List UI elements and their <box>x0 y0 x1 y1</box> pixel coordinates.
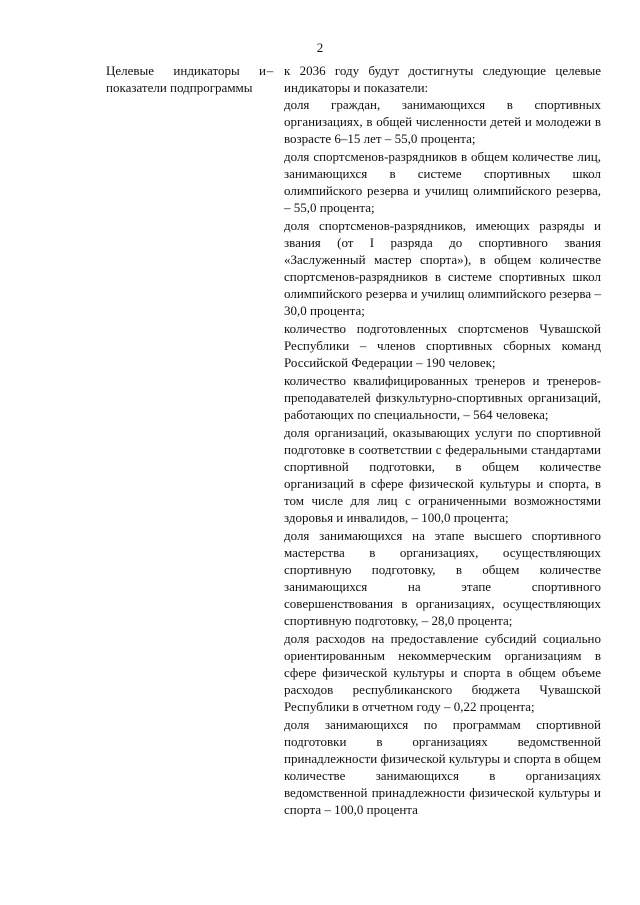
indicator-item: доля граждан, занимающихся в спортивных организациях, в общей численности детей и молодежи в возрасте 6–15 лет – 55,0 процента; <box>284 97 601 146</box>
row-dash: – <box>266 63 274 78</box>
row-label: Целевые индикаторы и показатели подпрограммы <box>106 63 266 95</box>
indicators-row <box>106 62 601 817</box>
indicator-item: доля расходов на предоставление субсидий социально ориентированным некоммерческим организациям в сфере физической культуры и спорта в общем объеме расходов республиканского бюджета Чувашской Республики в отчетном году – 0,22 процента; <box>284 631 601 714</box>
indicator-item: доля занимающихся на этапе высшего спортивного мастерства в организациях, осуществляющих спортивную подготовку, в общем количестве занимающихся на этапе спортивного совершенствования в организациях, осуществляющих спортивную подготовку, – 28,0 процента; <box>284 528 601 628</box>
indicator-item: количество квалифицированных тренеров и тренеров-преподавателей физкультурно-спортивных организаций, работающих по специальности, – 564 человека; <box>284 373 601 422</box>
row-content <box>284 62 601 819</box>
page-number: 2 <box>316 40 324 55</box>
indicator-item: доля организаций, оказывающих услуги по спортивной подготовке в соответствии с федеральными стандартами спортивной подготовки, в общем количестве организаций в сфере физической культуры и спорта, в том числе для лиц с ограниченными возможностями здоровья и инвалидов, – 100,0 процента; <box>284 425 601 525</box>
intro-text: к 2036 году будут достигнуты следующие целевые индикаторы и показатели: <box>284 63 601 95</box>
indicator-item: доля спортсменов-разрядников, имеющих разряды и звания (от I разряда до спортивного звания «Заслуженный мастер спорта»), в общем количестве спортсменов-разрядников в системе спортивных школ олимпийского резерва и училищ олимпийского резерва – 30,0 процента; <box>284 218 601 318</box>
indicator-item: доля занимающихся по программам спортивной подготовки в организациях ведомственной принадлежности физической культуры и спорта в общем количестве занимающихся в организациях ведомственной принадлежности физической культуры и спорта – 100,0 процента <box>284 717 601 817</box>
indicator-item: доля спортсменов-разрядников в общем количестве лиц, занимающихся в системе спортивных школ олимпийского резерва и училищ олимпийского резерва, – 55,0 процента; <box>284 149 601 215</box>
indicator-item: количество подготовленных спортсменов Чувашской Республики – членов спортивных сборных команд Российской Федерации – 190 человек; <box>284 321 601 370</box>
